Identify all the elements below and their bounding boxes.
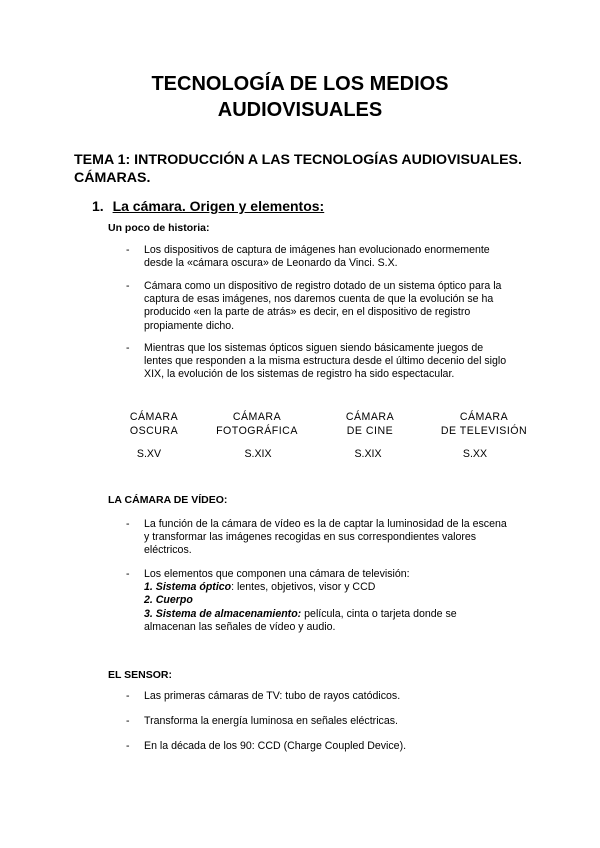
- element-item-1-label: 1. Sistema óptico: [144, 581, 232, 594]
- bullet-line: Transforma la energía luminosa en señales eléctricas.: [144, 715, 398, 727]
- bullet-line: La función de la cámara de vídeo es la de captar la luminosidad de la escena: [144, 518, 507, 530]
- bullet-line: En la década de los 90: CCD (Charge Coupled Device).: [144, 740, 407, 752]
- sensor-heading: EL SENSOR:: [108, 669, 172, 681]
- element-item-3-continuation: almacenan las señales de vídeo y audio.: [144, 620, 336, 633]
- timeline-camera-oscura: [94, 411, 214, 438]
- bullet-dash: -: [126, 740, 130, 752]
- timeline-camera-television: [424, 411, 544, 438]
- element-item-1: [144, 581, 536, 594]
- bullet-line: desde la «cámara oscura» de Leonardo da Vinci. S.X.: [144, 257, 398, 270]
- history-subheading: Un poco de historia:: [108, 222, 210, 234]
- section-1-number: 1.: [92, 198, 104, 214]
- tema-heading-line-1: TEMA 1: INTRODUCCIÓN A LAS TECNOLOGÍAS AUDIOVISUALES.: [74, 152, 522, 168]
- bullet-line: Cámara como un dispositivo de registro dotado de un sistema óptico para la: [144, 280, 502, 292]
- element-item-3-label: 3. Sistema de almacenamiento:: [144, 607, 302, 620]
- bullet-line: lentes que responden a la misma estructura desde el último decenio del siglo: [144, 355, 507, 368]
- bullet-dash: -: [126, 715, 130, 727]
- bullet-line: XIX, la evolución de los sistemas de registro ha sido espectacular.: [144, 368, 455, 381]
- bullet-line: Los dispositivos de captura de imágenes han evolucionado enormemente: [144, 244, 490, 256]
- bullet-line: y transformar las imágenes recogidas en sus correspondientes valores: [144, 531, 477, 544]
- bullet-dash: -: [126, 690, 130, 702]
- bullet-dash: -: [126, 568, 130, 580]
- timeline-label-line-1: CÁMARA: [459, 411, 509, 423]
- bullet-line: Los elementos que componen una cámara de televisión:: [144, 568, 410, 580]
- timeline-label-line-2: OSCURA: [129, 424, 179, 437]
- bullet-dash: -: [126, 280, 130, 292]
- document-title-line-2: AUDIOVISUALES: [217, 99, 383, 121]
- section-1-heading: [92, 197, 324, 215]
- tema-heading-line-2: CÁMARAS.: [74, 170, 151, 186]
- timeline-camera-cine: [310, 411, 430, 438]
- bullet-dash: -: [126, 342, 130, 354]
- element-item-2-label: 2. Cuerpo: [144, 594, 193, 607]
- timeline-era-oscura: S.XV: [136, 448, 162, 460]
- element-item-1-text: : lentes, objetivos, visor y CCD: [231, 581, 376, 594]
- element-item-3: [144, 608, 536, 621]
- timeline-label-line-1: CÁMARA: [232, 411, 282, 423]
- timeline-era-cine: S.XIX: [354, 448, 382, 460]
- timeline-label-line-2: DE TELEVISIÓN: [440, 424, 528, 437]
- timeline-label-line-2: FOTOGRÁFICA: [216, 424, 298, 437]
- bullet-line: propiamente dicho.: [144, 319, 235, 332]
- bullet-dash: -: [126, 244, 130, 256]
- bullet-line: captura de esas imágenes, nos daremos cuenta de que la evolución se ha: [144, 293, 494, 306]
- document-title-line-1: TECNOLOGÍA DE LOS MEDIOS: [151, 73, 449, 95]
- element-item-3-text: película, cinta o tarjeta donde se: [301, 607, 457, 620]
- timeline-camera-fotografica: [197, 411, 317, 438]
- timeline-label-line-1: CÁMARA: [129, 411, 179, 423]
- bullet-dash: -: [126, 518, 130, 530]
- bullet-line: Las primeras cámaras de TV: tubo de rayos catódicos.: [144, 690, 401, 702]
- bullet-line: eléctricos.: [144, 544, 192, 557]
- bullet-line: Mientras que los sistemas ópticos siguen siendo básicamente juegos de: [144, 342, 484, 354]
- element-item-2: [144, 594, 536, 607]
- video-camera-heading: LA CÁMARA DE VÍDEO:: [108, 494, 228, 506]
- timeline-label-line-1: CÁMARA: [345, 411, 395, 423]
- timeline-era-fotografica: S.XIX: [244, 448, 272, 460]
- timeline-era-television: S.XX: [462, 448, 488, 460]
- timeline-label-line-2: DE CINE: [346, 424, 394, 437]
- bullet-line: producido «en la parte de atrás» es decir, en el dispositivo de registro: [144, 306, 471, 319]
- section-1-title: La cámara. Origen y elementos:: [112, 198, 325, 214]
